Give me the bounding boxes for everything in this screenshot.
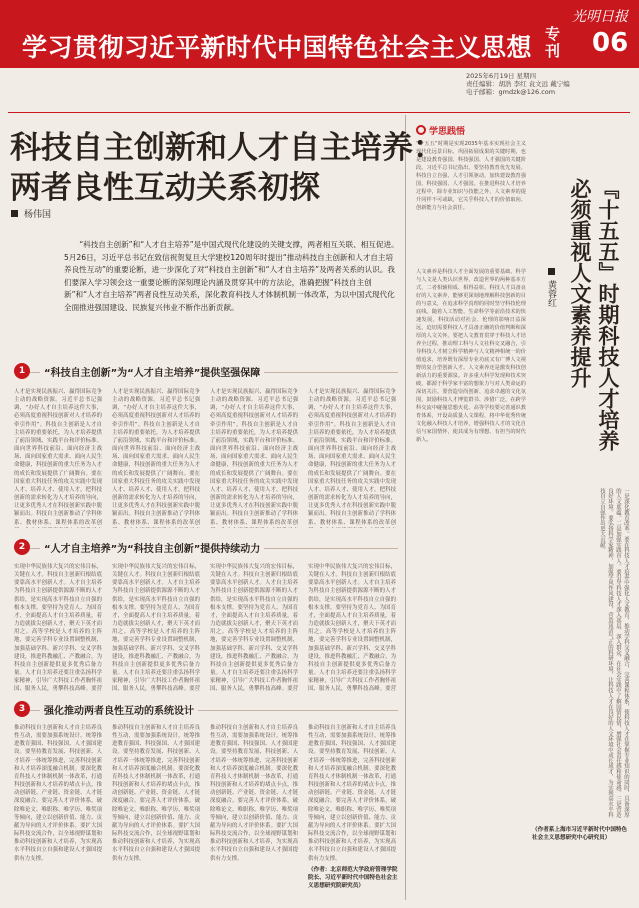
column-label [416, 124, 465, 137]
section2-title: “人才自主培养”为“科技自主创新”提供持续动力 [40, 540, 264, 555]
section2-col2: 实现中华民族伟大复兴的宏伟目标，关键在人才。科技自主创新归根结底要靠高水平创新人才。人才自主培养为科技自主创新提供源源不断的人才供给，是实现高水平科技自立自强的根本支撑。要坚持为党育人、为国育才，全面提高人才自主培养质量，着力造就拔尖创新人才，聚天下英才而用之。高等学校是人才培养的主阵地，要完善学科专业设置调整机制，加强基础学科、新兴学科、交叉学科建设，推进科教融汇、产教融合，为科技自主创新提供更多优秀后备力量。人才自主培养还要注重弘扬科学家精神，引导广大科技工作者胸怀祖国、服务人民，勇攀科技高峰。要营 [112, 564, 200, 693]
right-author-square-icon [548, 268, 555, 275]
main-abstract: “科技自主创新”和“人才自主培养”是中国式现代化建设的关键支撑，两者相互关联、相互促进。5月26日，习近平总书记在致信祝贺复旦大学建校120周年时提出“推动科技自主创新和人才自主培养良性互动”的重要论断，进一步深化了对“科技自主创新”和“人才自主培养”及两者关系的认识。我们要深入学习领会这一重要论断的深刻理论内涵及贯穿其中的方法论，准确把握“科技自主创新”和“人才自主培养”两者良性互动关系，深化教育科技人才体制机制一体改革，为以中国式现代化全面推进强国建设、民族复兴伟业不断作出新贡献。 [64, 240, 399, 312]
author-square-icon [11, 210, 18, 217]
section1-col2: 人才是实现民族振兴、赢得国际竞争主动的战略资源。习近平总书记强调，“办好人才自主培养这件大事，必须高度重视科技创新对人才培养的牵引作用”。科技自主创新是人才自主培养的重要依托，为人才培养提供了前沿领域、实践平台和评价标准。面向世界科技前沿、面向经济主战场、面向国家重大需求、面向人民生命健康，科技创新的重大任务为人才的成长和发展提供了广阔舞台。要在国家重大科技任务的攻关实践中发现人才、培养人才、使用人才，把科技创新的需求转化为人才培养的导向，让更多优秀人才在科技创新实践中脱颖而出。科技自主创新推动了学科体系、教材体系、课程体系的改革创 [112, 389, 200, 526]
main-author [11, 207, 51, 220]
page-header-title: 学习贯彻习近平新时代中国特色社会主义思想 [22, 33, 533, 62]
top-divider [8, 112, 630, 113]
section2-col4: 实现中华民族伟大复兴的宏伟目标，关键在人才。科技自主创新归根结底要靠高水平创新人才。人才自主培养为科技自主创新提供源源不断的人才供给，是实现高水平科技自立自强的根本支撑。要坚持为党育人、为国育才，全面提高人才自主培养质量，着力造就拔尖创新人才，聚天下英才而用之。高等学校是人才培养的主阵地，要完善学科专业设置调整机制，加强基础学科、新兴学科、交叉学科建设，推进科教融汇、产教融合，为科技自主创新提供更多优秀后备力量。人才自主培养还要注重弘扬科学家精神，引导广大科技工作者胸怀祖国、服务人民，勇攀科技高峰。要营 [308, 564, 396, 693]
right-intro: “十五五”时期是实现2035年基本实现社会主义现代化远景目标、巩固拓展成果的关键时期，也是建设教育强国、科技强国、人才强国的关键阶段。习近平总书记指出，要坚持教育优先发展、科技自立自强、人才引领驱动，加快建设教育强国、科技强国、人才强国。在推进科技人才培养过程中，除专业知识与技能之外，人文素养的提升同样不可或缺，它关乎科技人才的价值取向、创新能力与社会责任。 [416, 141, 526, 211]
main-headline [10, 128, 444, 208]
section3-heading [14, 701, 414, 719]
right-headline-col2: 必须重视人文素养提升 [568, 178, 593, 388]
right-vertical-text: 一是深化教育改革。要在科技人才培养中强化人文教育，推动学科交叉融合，完善课程体系，使科技人才在掌握专业知识的同时，具备深厚的人文底蕴。二是加强实践育人。要引导科技人才深入基层、深入群众，在社会实践中了解国情民情，增强社会责任感和使命感。三是营造良好环境。要弘扬科学家精神，加强学风作风建设，营造风清气正的科研环境，让科技人才在良好的人文环境中成长成才，为实现高水平科技自立自强作出更大贡献。 [599, 488, 629, 818]
section3-col3: 推动科技自主创新和人才自主培养良性互动，需要加强系统设计，统筹推进教育强国、科技强国、人才强国建设。要坚持教育发展、科技创新、人才培养一体统筹推进，完善科技创新和人才培养深度融合机制。要深化教育科技人才体制机制一体改革，打通科技创新和人才培养的堵点卡点，推动创新链、产业链、资金链、人才链深度融合。要完善人才评价体系，破除唯论文、唯职称、唯学历、唯奖项等倾向，建立以创新价值、能力、贡献为导向的人才评价体系。要扩大国际科技交流合作，以全球视野谋划和推动科技创新和人才培养，为实现高水平科技自立自强和建设人才强国提供有力支撑。 [210, 725, 298, 862]
section2-col1: 实现中华民族伟大复兴的宏伟目标，关键在人才。科技自主创新归根结底要靠高水平创新人才。人才自主培养为科技自主创新提供源源不断的人才供给，是实现高水平科技自立自强的根本支撑。要坚持为党育人、为国育才，全面提高人才自主培养质量，着力造就拔尖创新人才，聚天下英才而用之。高等学校是人才培养的主阵地，要完善学科专业设置调整机制，加强基础学科、新兴学科、交叉学科建设，推进科教融汇、产教融合，为科技自主创新提供更多优秀后备力量。人才自主培养还要注重弘扬科学家精神，引导广大科技工作者胸怀祖国、服务人民，勇攀科技高峰。要营 [14, 564, 102, 693]
column-divider [405, 115, 406, 900]
section3-title: 强化推动两者良性互动的系统设计 [40, 702, 198, 717]
right-headline-col1: 『十五五』时期科技人才培养 [596, 178, 621, 451]
page-number: 06 [592, 28, 629, 58]
edition-meta [466, 72, 570, 96]
main-headline-line2: 两者良性互动关系初探 [10, 170, 320, 206]
edition-date: 2025年6月19日 星期四 [466, 72, 537, 80]
edition-email: 电子邮箱：gmdzk@126.com [466, 88, 556, 96]
section1-col3: 人才是实现民族振兴、赢得国际竞争主动的战略资源。习近平总书记强调，“办好人才自主培养这件大事，必须高度重视科技创新对人才培养的牵引作用”。科技自主创新是人才自主培养的重要依托，为人才培养提供了前沿领域、实践平台和评价标准。面向世界科技前沿、面向经济主战场、面向国家重大需求、面向人民生命健康，科技创新的重大任务为人才的成长和发展提供了广阔舞台。要在国家重大科技任务的攻关实践中发现人才、培养人才、使用人才，把科技创新的需求转化为人才培养的导向，让更多优秀人才在科技创新实践中脱颖而出。科技自主创新推动了学科体系、教材体系、课程体系的改革创 [210, 389, 298, 526]
page-header [0, 0, 639, 68]
main-author-bio: （作者：北京师范大学政府管理学院院长、习近平新时代中国特色社会主义思想研究院研究员） [308, 867, 398, 889]
section3-number: 3 [14, 701, 30, 717]
right-author-bio: （作者系上海市习近平新时代中国特色社会主义思想研究中心研究员） [532, 827, 628, 841]
column-label-text: 学思践悟 [429, 127, 466, 137]
special-edition-label: 专刊 [545, 25, 561, 60]
main-author-name: 杨伟国 [24, 210, 52, 220]
section3-col4: 推动科技自主创新和人才自主培养良性互动，需要加强系统设计，统筹推进教育强国、科技强国、人才强国建设。要坚持教育发展、科技创新、人才培养一体统筹推进，完善科技创新和人才培养深度融合机制。要深化教育科技人才体制机制一体改革，打通科技创新和人才培养的堵点卡点，推动创新链、产业链、资金链、人才链深度融合。要完善人才评价体系，破除唯论文、唯职称、唯学历、唯奖项等倾向，建立以创新价值、能力、贡献为导向的人才评价体系。要扩大国际科技交流合作，以全球视野谋划和推动科技创新和人才培养，为实现高水平科技自立自强和建设人才强国提供有力支撑。 [308, 725, 396, 862]
section1-col4: 人才是实现民族振兴、赢得国际竞争主动的战略资源。习近平总书记强调，“办好人才自主培养这件大事，必须高度重视科技创新对人才培养的牵引作用”。科技自主创新是人才自主培养的重要依托，为人才培养提供了前沿领域、实践平台和评价标准。面向世界科技前沿、面向经济主战场、面向国家重大需求、面向人民生命健康，科技创新的重大任务为人才的成长和发展提供了广阔舞台。要在国家重大科技任务的攻关实践中发现人才、培养人才、使用人才，把科技创新的需求转化为人才培养的导向，让更多优秀人才在科技创新实践中脱颖而出。科技自主创新推动了学科体系、教材体系、课程体系的改革创 [308, 389, 396, 526]
right-body-col1: 人文素养是科技人才全面发展的重要基础。科学与人文是人类认识世界、改造世界的两种基本方式，二者相辅相成、相得益彰。科技人才具备良好的人文素养，能够更深刻地理解科技创新的目的与意义，在追求科学真理的同时坚守科技伦理底线。随着人工智能、生命科学等前沿技术的快速发展，科技活动对社会、伦理的影响日益深远，迫切需要科技人才具备正确的价值判断和深厚的人文关怀。要把人文教育贯穿于科技人才培养全过程，推动理工科与人文社科交叉融合，引导科技人才树立科学精神与人文精神相统一的价值追求，培养既有深厚专业功底又有广博人文视野的复合型创新人才。人文素养还是激发科技创新活力的重要源泉。许多重大科学发现和技术突破，都源于科学家丰富的想象力与对人类命运的深切关注。要营造崇尚创新、追求卓越的文化氛围，鼓励科技人才博览群书、涉猎广泛，在跨学科交流中碰撞思想火花。高等学校要完善通识教育体系，开设高质量人文课程，将中华优秀传统文化融入科技人才培养，增强科技人才的文化自信与家国情怀，使其成为有理想、有担当的时代新人。 [416, 269, 526, 443]
right-author [545, 268, 558, 307]
main-headline-line1: 科技自主创新和人才自主培养： [10, 130, 444, 166]
newspaper-logo: 光明日报 [572, 9, 628, 25]
section2-col3: 实现中华民族伟大复兴的宏伟目标，关键在人才。科技自主创新归根结底要靠高水平创新人才。人才自主培养为科技自主创新提供源源不断的人才供给，是实现高水平科技自立自强的根本支撑。要坚持为党育人、为国育才，全面提高人才自主培养质量，着力造就拔尖创新人才，聚天下英才而用之。高等学校是人才培养的主阵地，要完善学科专业设置调整机制，加强基础学科、新兴学科、交叉学科建设，推进科教融汇、产教融合，为科技自主创新提供更多优秀后备力量。人才自主培养还要注重弘扬科学家精神，引导广大科技工作者胸怀祖国、服务人民，勇攀科技高峰。要营 [210, 564, 298, 693]
column-emblem-icon [416, 125, 426, 135]
edition-editors: 责任编辑：胡浩 李红 袁文远 戴宁编 [466, 80, 570, 88]
section1-heading [14, 363, 414, 381]
section1-number: 1 [14, 363, 30, 379]
section3-col2: 推动科技自主创新和人才自主培养良性互动，需要加强系统设计，统筹推进教育强国、科技强国、人才强国建设。要坚持教育发展、科技创新、人才培养一体统筹推进，完善科技创新和人才培养深度融合机制。要深化教育科技人才体制机制一体改革，打通科技创新和人才培养的堵点卡点，推动创新链、产业链、资金链、人才链深度融合。要完善人才评价体系，破除唯论文、唯职称、唯学历、唯奖项等倾向，建立以创新价值、能力、贡献为导向的人才评价体系。要扩大国际科技交流合作，以全球视野谋划和推动科技创新和人才培养，为实现高水平科技自立自强和建设人才强国提供有力支撑。 [112, 725, 200, 862]
right-author-name: 黄蓉红 [546, 280, 556, 307]
section3-col1: 推动科技自主创新和人才自主培养良性互动，需要加强系统设计，统筹推进教育强国、科技强国、人才强国建设。要坚持教育发展、科技创新、人才培养一体统筹推进，完善科技创新和人才培养深度融合机制。要深化教育科技人才体制机制一体改革，打通科技创新和人才培养的堵点卡点，推动创新链、产业链、资金链、人才链深度融合。要完善人才评价体系，破除唯论文、唯职称、唯学历、唯奖项等倾向，建立以创新价值、能力、贡献为导向的人才评价体系。要扩大国际科技交流合作，以全球视野谋划和推动科技创新和人才培养，为实现高水平科技自立自强和建设人才强国提供有力支撑。 [14, 725, 102, 862]
section1-col1: 人才是实现民族振兴、赢得国际竞争主动的战略资源。习近平总书记强调，“办好人才自主培养这件大事，必须高度重视科技创新对人才培养的牵引作用”。科技自主创新是人才自主培养的重要依托，为人才培养提供了前沿领域、实践平台和评价标准。面向世界科技前沿、面向经济主战场、面向国家重大需求、面向人民生命健康，科技创新的重大任务为人才的成长和发展提供了广阔舞台。要在国家重大科技任务的攻关实践中发现人才、培养人才、使用人才，把科技创新的需求转化为人才培养的导向，让更多优秀人才在科技创新实践中脱颖而出。科技自主创新推动了学科体系、教材体系、课程体系的改革创 [14, 389, 102, 526]
section2-number: 2 [14, 539, 30, 555]
section2-heading [14, 539, 414, 557]
section1-title: “科技自主创新”为“人才自主培养”提供坚强保障 [40, 364, 264, 379]
